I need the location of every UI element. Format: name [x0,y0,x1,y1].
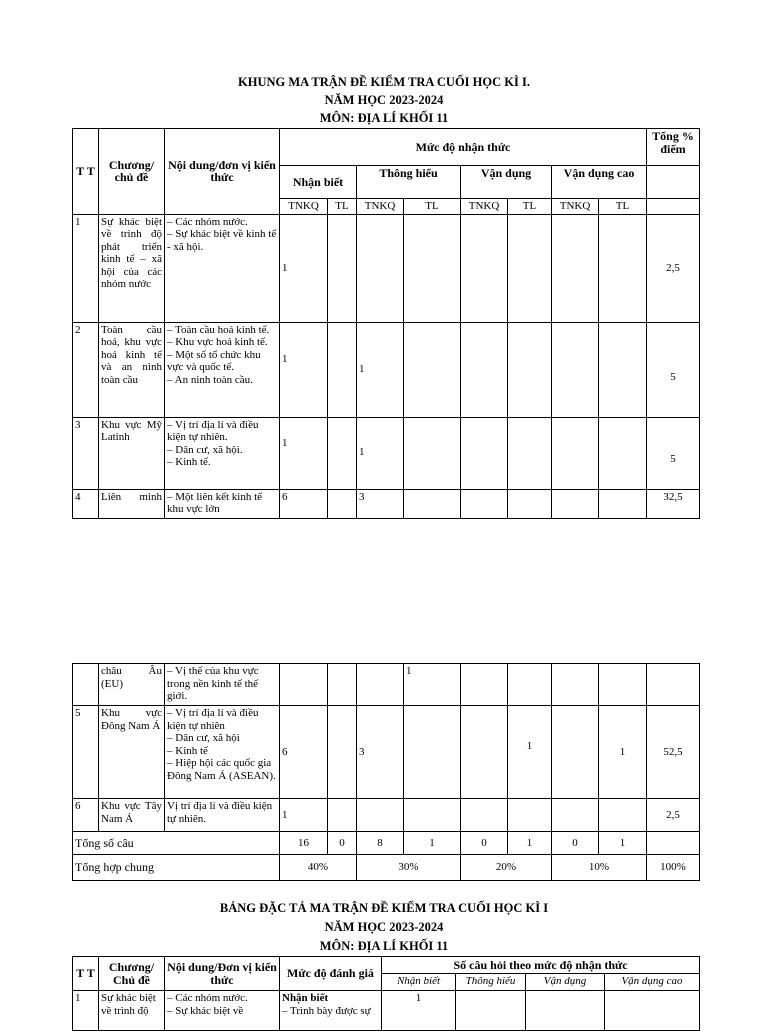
general-nhan-biet: 40% [280,855,357,881]
spec-title: BẢNG ĐẶC TẢ MA TRẬN ĐỀ KIỂM TRA CUỐI HỌC KÌ I [219,901,549,915]
general-van-dung-cao: 10% [552,855,647,881]
cell-nhan-biet: 1 [280,214,328,322]
row-number: 1 [73,991,99,1031]
row-topic: Sự khác biệt về trình độ [99,991,165,1031]
sum-cell: 8 [357,832,404,855]
header-van-dung-cao: Vận dụng cao [552,166,647,199]
general-total: 100% [647,855,700,881]
cell-nhan-biet: 1 [280,417,328,489]
sum-cell: 1 [508,832,552,855]
row-topic: Toàn cầu hoá, khu vực hoá kinh tế và an ninh toàn cầu [99,322,165,417]
sub-header: TNKQ [461,199,508,215]
sub-header: TNKQ [552,199,599,215]
cell-total: 52,5 [647,706,700,799]
row-content: – Vị thế của khu vực trong nền kinh tế thế giới. [165,664,280,706]
row-number [73,664,99,706]
spec-header-count: Số câu hỏi theo mức độ nhận thức [382,957,700,974]
header-topic: Chương/ chủ đề [99,129,165,215]
sum-cell: 0 [552,832,599,855]
matrix-subject: MÔN: ĐỊA LÍ KHỐI 11 [319,111,449,125]
row-content: – Toàn cầu hoá kinh tế. – Khu vực hoá kinh tế. – Một số tổ chức khu vực và quốc tế. – An ninh toàn cầu. [165,322,280,417]
cell-thong-hieu: 1 [357,417,404,489]
spec-header-topic: Chương/ Chủ đề [99,957,165,991]
matrix-school-year: NĂM HỌC 2023-2024 [324,93,444,107]
row-number: 5 [73,706,99,799]
header-tt: T T [73,129,99,215]
cell-thong-hieu: 1 [357,322,404,417]
header-thong-hieu: Thông hiểu [357,166,461,199]
row-topic: Khu vực Tây Nam Á [99,799,165,832]
row-number: 4 [73,489,99,518]
cell-nhan-biet: 6 [280,706,328,799]
row-content: Vị trí địa lí và điều kiện tự nhiên. [165,799,280,832]
table-row [73,489,700,518]
cell-van-dung-tl: 1 [508,706,552,799]
matrix-table-continued [72,663,700,881]
header-level: Mức độ nhận thức [280,129,647,166]
table-row [73,991,700,1031]
sub-header: TL [404,199,461,215]
general-row [73,855,700,881]
cell-thong-hieu: 3 [357,489,404,518]
sum-row [73,832,700,855]
table-row [73,322,700,417]
table-row [73,417,700,489]
sum-cell: 1 [599,832,647,855]
cell-nhan-biet: 1 [382,991,456,1031]
general-thong-hieu: 30% [357,855,461,881]
row-topic: Sự khác biệt về trình độ phát triển kinh tế – xã hội của các nhóm nước [99,214,165,322]
row-eval: Nhận biết – Trình bày được sự [280,991,382,1031]
cell-total: 2,5 [647,214,700,322]
row-topic: Liên minh [99,489,165,518]
header-van-dung: Vận dụng [461,166,552,199]
cell-total: 5 [647,417,700,489]
spec-subject: MÔN: ĐỊA LÍ KHỐI 11 [319,939,449,953]
sum-cell: 1 [404,832,461,855]
row-content: – Một liên kết kinh tế khu vực lớn [165,489,280,518]
spec-level: Thông hiểu [456,974,526,991]
header-content: Nội dung/đơn vị kiến thức [165,129,280,215]
spec-level: Vận dụng cao [605,974,700,991]
sum-cell: 0 [328,832,357,855]
header-total: Tổng % điểm [647,129,700,166]
spec-header-tt: T T [73,957,99,991]
cell-total: 5 [647,322,700,417]
matrix-title: KHUNG MA TRẬN ĐỀ KIỂM TRA CUỐI HỌC KÌ I. [238,75,530,89]
spec-level: Vận dụng [526,974,605,991]
table-row [73,664,700,706]
sum-cell: 0 [461,832,508,855]
cell-nhan-biet: 1 [280,322,328,417]
row-topic: Khu vực Mỹ Latinh [99,417,165,489]
spec-header-eval: Mức độ đánh giá [280,957,382,991]
row-content: – Các nhóm nước. – Sự khác biệt về kinh tế - xã hội. [165,214,280,322]
header-nhan-biet: Nhận biết [280,166,357,199]
row-topic: châu Âu (EU) [99,664,165,706]
sum-label: Tổng số câu [73,832,280,855]
row-number: 6 [73,799,99,832]
sub-header: TL [508,199,552,215]
sum-cell: 16 [280,832,328,855]
row-number: 1 [73,214,99,322]
matrix-table [72,128,700,519]
sub-header: TL [328,199,357,215]
cell-nhan-biet: 6 [280,489,328,518]
cell-van-dung-cao-tl: 1 [599,706,647,799]
sub-header: TL [599,199,647,215]
sub-header: TNKQ [280,199,328,215]
row-number: 2 [73,322,99,417]
row-topic: Khu vực Đông Nam Á [99,706,165,799]
table-row [73,214,700,322]
general-van-dung: 20% [461,855,552,881]
row-number: 3 [73,417,99,489]
general-label: Tổng hợp chung [73,855,280,881]
row-content: – Vị trí địa lí và điều kiện tự nhiên – Dân cư, xã hội – Kinh tế – Hiệp hội các quốc gia Đông Nam Á (ASEAN). [165,706,280,799]
cell-thong-hieu: 3 [357,706,404,799]
cell-thong-hieu-tl: 1 [404,664,461,706]
cell-nhan-biet: 1 [280,799,328,832]
table-row [73,706,700,799]
sub-header: TNKQ [357,199,404,215]
table-row [73,799,700,832]
spec-table [72,956,700,1031]
cell-total: 32,5 [647,489,700,518]
cell-total: 2,5 [647,799,700,832]
spec-header-content: Nội dung/Đơn vị kiến thức [165,957,280,991]
row-content: – Vị trí địa lí và điều kiện tự nhiên. – Dân cư, xã hội. – Kinh tế. [165,417,280,489]
row-content: – Các nhóm nước. – Sự khác biệt về [165,991,280,1031]
spec-level: Nhận biết [382,974,456,991]
spec-school-year: NĂM HỌC 2023-2024 [324,920,444,934]
